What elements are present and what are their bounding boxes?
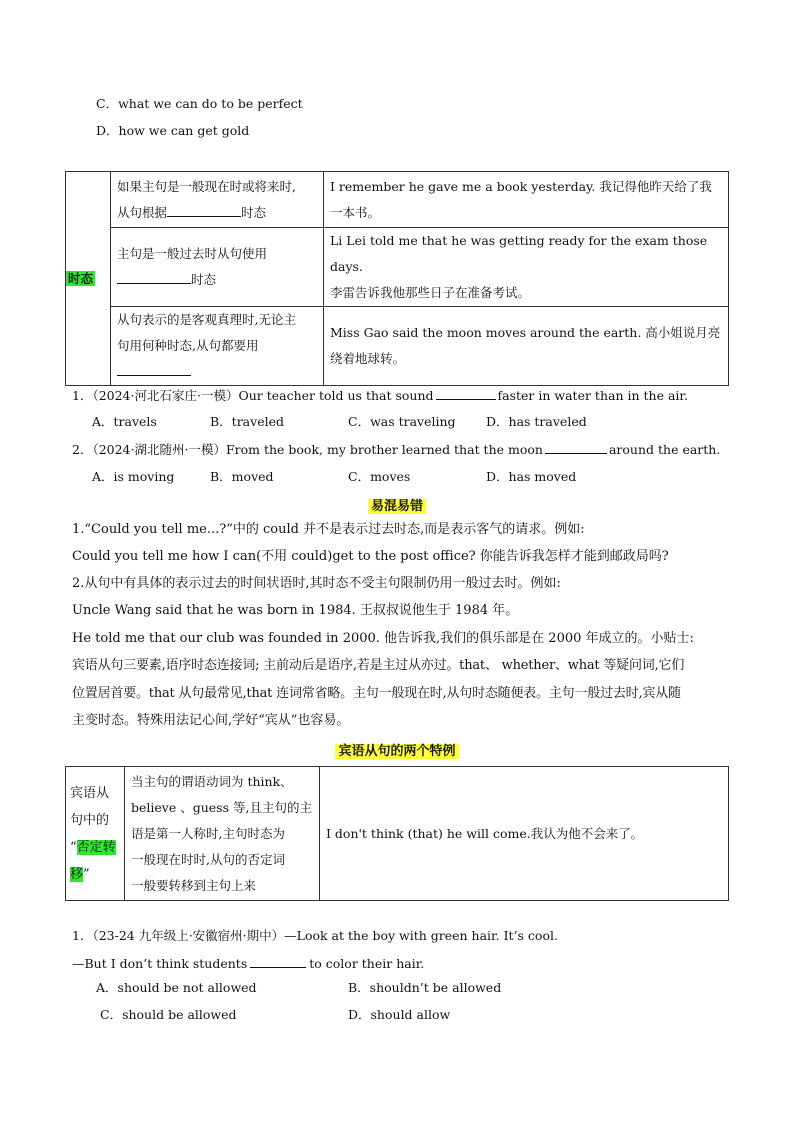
question-2-option-d: D．has moved — [486, 469, 577, 484]
example-3-line2: 绕着地球转。 — [330, 351, 406, 366]
special-label-cell — [66, 767, 125, 901]
blank — [436, 387, 496, 400]
choice-d: D．how we can get gold — [96, 123, 250, 138]
question-2-option-b: B．moved — [210, 469, 274, 484]
confusing-line-7: 位置居首要。that 从句最常见,that 连词常省略。主句一般现在时,从句时态随便表。主句一般过去时,宾从随 — [72, 686, 681, 701]
confusing-line-2: Could you tell me how I can(不用 could)get to the post office? 你能告诉我怎样才能到邮政局吗? — [72, 549, 669, 564]
special-label-line1: 宾语从 — [70, 785, 110, 801]
special-label-line2: 句中的 — [70, 812, 110, 828]
blank — [117, 271, 191, 284]
confusing-line-1: 1.“Could you tell me...?”中的 could 并不是表示过去时态,而是表示客气的请求。例如: — [72, 522, 585, 537]
question-3-option-a: A．should be not allowed — [96, 980, 257, 995]
special-label-line4: 移” — [70, 866, 90, 882]
example-2-line2: 李雷告诉我他那些日子在准备考试。 — [330, 285, 531, 300]
choice-c: C．what we can do to be perfect — [96, 96, 303, 111]
special-rule-line3: 语是第一人称时,主句时态为 — [131, 825, 285, 841]
tense-label-cell — [66, 172, 111, 386]
blank — [545, 441, 607, 454]
tense-example-3 — [324, 307, 729, 386]
example-1-line1: I remember he gave me a book yesterday. 我记得他昨天给了我 — [330, 178, 712, 194]
tense-example-1 — [324, 172, 729, 228]
section-special-heading — [0, 740, 794, 759]
question-1-option-b: B．traveled — [210, 414, 284, 429]
confusing-line-8: 主变时态。特殊用法记心间,学好“宾从”也容易。 — [72, 713, 350, 728]
question-2-option-a: A．is moving — [92, 469, 175, 484]
confusing-line-5: He told me that our club was founded in 2000. 他告诉我,我们的俱乐部是在 2000 年成立的。小贴士: — [72, 631, 694, 646]
question-3-line2: —But I don’t think students to color their hair. — [72, 956, 425, 971]
tense-rule-3 — [111, 307, 324, 386]
question-3-stem: 1．（23-24 九年级上·安徽宿州·期中）—Look at the boy with green hair. It’s cool. — [72, 928, 558, 943]
question-3-option-c: C．should be allowed — [100, 1007, 237, 1022]
question-2-option-c: C．moves — [348, 469, 411, 484]
special-rule-cell — [125, 767, 320, 901]
rule-3-line2: 句用何种时态,从句都要用 — [117, 338, 259, 353]
question-1-option-a: A．travels — [92, 414, 157, 429]
question-1-option-c: C．was traveling — [348, 414, 456, 429]
section-special-title: 宾语从句的两个特例 — [335, 744, 458, 759]
blank — [117, 363, 191, 376]
question-3-option-b: B．shouldn’t be allowed — [348, 980, 502, 995]
tense-rule-1 — [111, 172, 324, 228]
confusing-line-6: 宾语从句三要素,语序时态连接词; 主前动后是语序,若是主过从亦过。that、 whether、what 等疑问词,它们 — [72, 658, 685, 673]
rule-3-line1: 从句表示的是客观真理时,无论主 — [117, 312, 296, 327]
rule-1-line1: 如果主句是一般现在时或将来时, — [117, 178, 296, 194]
tense-table — [65, 171, 729, 386]
blank — [250, 955, 306, 968]
question-2-stem: 2．（2024·湖北随州·一模）From the book, my brother learned that the moon around the earth. — [72, 442, 721, 457]
section-confusing-title: 易混易错 — [368, 499, 426, 514]
special-rule-line5: 一般要转移到主句上来 — [131, 877, 257, 893]
rule-1-line2: 从句根据 时态 — [117, 204, 267, 220]
question-1-stem: 1．（2024·河北石家庄·一模）Our teacher told us that sound faster in water than in the air. — [72, 388, 688, 403]
blank — [167, 204, 241, 217]
special-example-cell — [320, 767, 729, 901]
rule-3-line3 — [117, 359, 317, 385]
example-1-line2: 一本书。 — [330, 204, 381, 220]
question-1-option-d: D．has traveled — [486, 414, 587, 429]
example-3-line1: Miss Gao said the moon moves around the earth. 高小姐说月亮 — [330, 325, 721, 340]
rule-2-line1: 主句是一般过去时从句使用 — [117, 246, 268, 261]
confusing-line-4: Uncle Wang said that he was born in 1984. 王叔叔说他生于 1984 年。 — [72, 603, 519, 618]
tense-example-2 — [324, 228, 729, 307]
special-rule-line2: believe 、guess 等,且主句的主 — [131, 799, 312, 815]
special-label-line3: “否定转 — [70, 839, 116, 855]
confusing-line-3: 2.从句中有具体的表示过去的时间状语时,其时态不受主句限制仍用一般过去时。例如: — [72, 576, 561, 591]
tense-label: 时态 — [68, 270, 94, 286]
special-rule-line4: 一般现在时时,从句的否定词 — [131, 851, 285, 867]
example-2-line1: Li Lei told me that he was getting ready for the exam those days. — [330, 233, 708, 274]
rule-2-line2: 时态 — [117, 267, 317, 293]
special-table — [65, 766, 729, 901]
special-example: I don't think (that) he will come.我认为他不会来了。 — [326, 825, 644, 841]
tense-rule-2 — [111, 228, 324, 307]
question-3-option-d: D．should allow — [348, 1007, 451, 1022]
special-rule-line1: 当主句的谓语动词为 think、 — [131, 773, 293, 789]
section-confusing-heading — [0, 495, 794, 514]
